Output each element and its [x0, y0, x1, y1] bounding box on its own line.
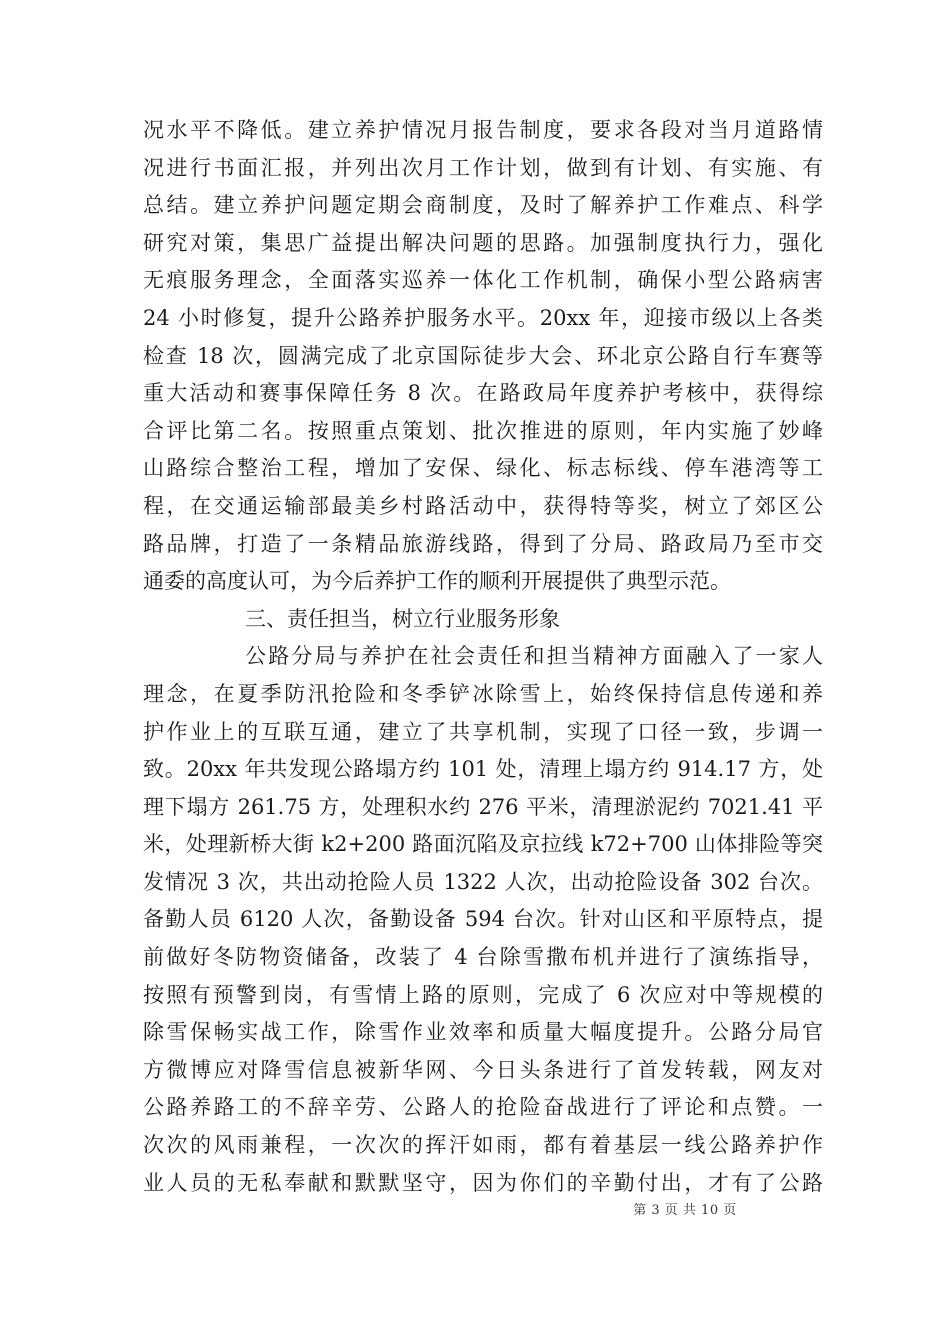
paragraph-line: 研究对策，集思广益提出解决问题的思路。加强制度执行力，强化	[143, 230, 823, 255]
paragraph-line: 备勤人员 6120 人次，备勤设备 594 台次。针对山区和平原特点，提	[143, 907, 823, 932]
paragraph-line: 检查 18 次，圆满完成了北京国际徒步大会、环北京公路自行车赛等	[143, 343, 823, 368]
paragraph-line: 合评比第二名。按照重点策划、批次推进的原则，年内实施了妙峰	[143, 418, 823, 443]
paragraph-line: 24 小时修复，提升公路养护服务水平。20xx 年，迎接市级以上各类	[143, 305, 823, 330]
paragraph-line: 山路综合整治工程，增加了安保、绿化、标志标线、停车港湾等工	[143, 456, 823, 481]
paragraph-line: 况水平不降低。建立养护情况月报告制度，要求各段对当月道路情	[143, 118, 823, 142]
paragraph-line: 除雪保畅实战工作，除雪作业效率和质量大幅度提升。公路分局官	[143, 1020, 823, 1045]
paragraph-line: 通委的高度认可，为今后养护工作的顺利开展提供了典型示范。	[143, 569, 731, 594]
paragraph-line: 无痕服务理念，全面落实巡养一体化工作机制，确保小型公路病害	[143, 268, 823, 293]
paragraph-line: 业人员的无私奉献和默默坚守，因为你们的辛勤付出，才有了公路	[143, 1170, 823, 1195]
paragraph-line: 理下塌方 261.75 方，处理积水约 276 平米，清理淤泥约 7021.41 平	[143, 794, 823, 819]
body-text	[143, 112, 823, 1202]
page-number: 第 3 页 共 10 页	[633, 1203, 737, 1218]
paragraph-line: 总结。建立养护问题定期会商制度，及时了解养护工作难点、科学	[143, 193, 823, 218]
paragraph-line: 公路分局与养护在社会责任和担当精神方面融入了一家人	[245, 644, 823, 669]
paragraph-line: 路品牌，打造了一条精品旅游线路，得到了分局、路政局乃至市交	[143, 531, 823, 556]
paragraph-line: 方微博应对降雪信息被新华网、今日头条进行了首发转载，网友对	[143, 1057, 823, 1082]
paragraph-line: 按照有预警到岗，有雪情上路的原则，完成了 6 次应对中等规模的	[143, 982, 823, 1007]
paragraph-line: 况进行书面汇报，并列出次月工作计划，做到有计划、有实施、有	[143, 155, 823, 180]
paragraph-line: 公路养路工的不辞辛劳、公路人的抢险奋战进行了评论和点赞。一	[143, 1095, 823, 1120]
paragraph-line: 发情况 3 次，共出动抢险人员 1322 人次，出动抢险设备 302 台次。	[143, 869, 823, 894]
paragraph-line: 理念，在夏季防汛抢险和冬季铲冰除雪上，始终保持信息传递和养	[143, 681, 823, 706]
paragraph-line: 程，在交通运输部最美乡村路活动中，获得特等奖，树立了郊区公	[143, 493, 823, 518]
paragraph-line: 致。20xx 年共发现公路塌方约 101 处，清理上塌方约 914.17 方，处	[143, 757, 823, 782]
page-footer	[0, 1199, 950, 1218]
section-heading: 三、责任担当，树立行业服务形象	[245, 606, 560, 631]
paragraph-line: 护作业上的互联互通，建立了共享机制，实现了口径一致，步调一	[143, 719, 823, 744]
paragraph-line: 次次的风雨兼程，一次次的挥汗如雨，都有着基层一线公路养护作	[143, 1133, 823, 1158]
paragraph-line: 米，处理新桥大街 k2+200 路面沉陷及京拉线 k72+700 山体排险等突	[143, 832, 823, 857]
paragraph-line: 前做好冬防物资储备，改装了 4 台除雪撒布机并进行了演练指导，	[143, 945, 823, 970]
paragraph-line: 重大活动和赛事保障任务 8 次。在路政局年度养护考核中，获得综	[143, 381, 823, 406]
